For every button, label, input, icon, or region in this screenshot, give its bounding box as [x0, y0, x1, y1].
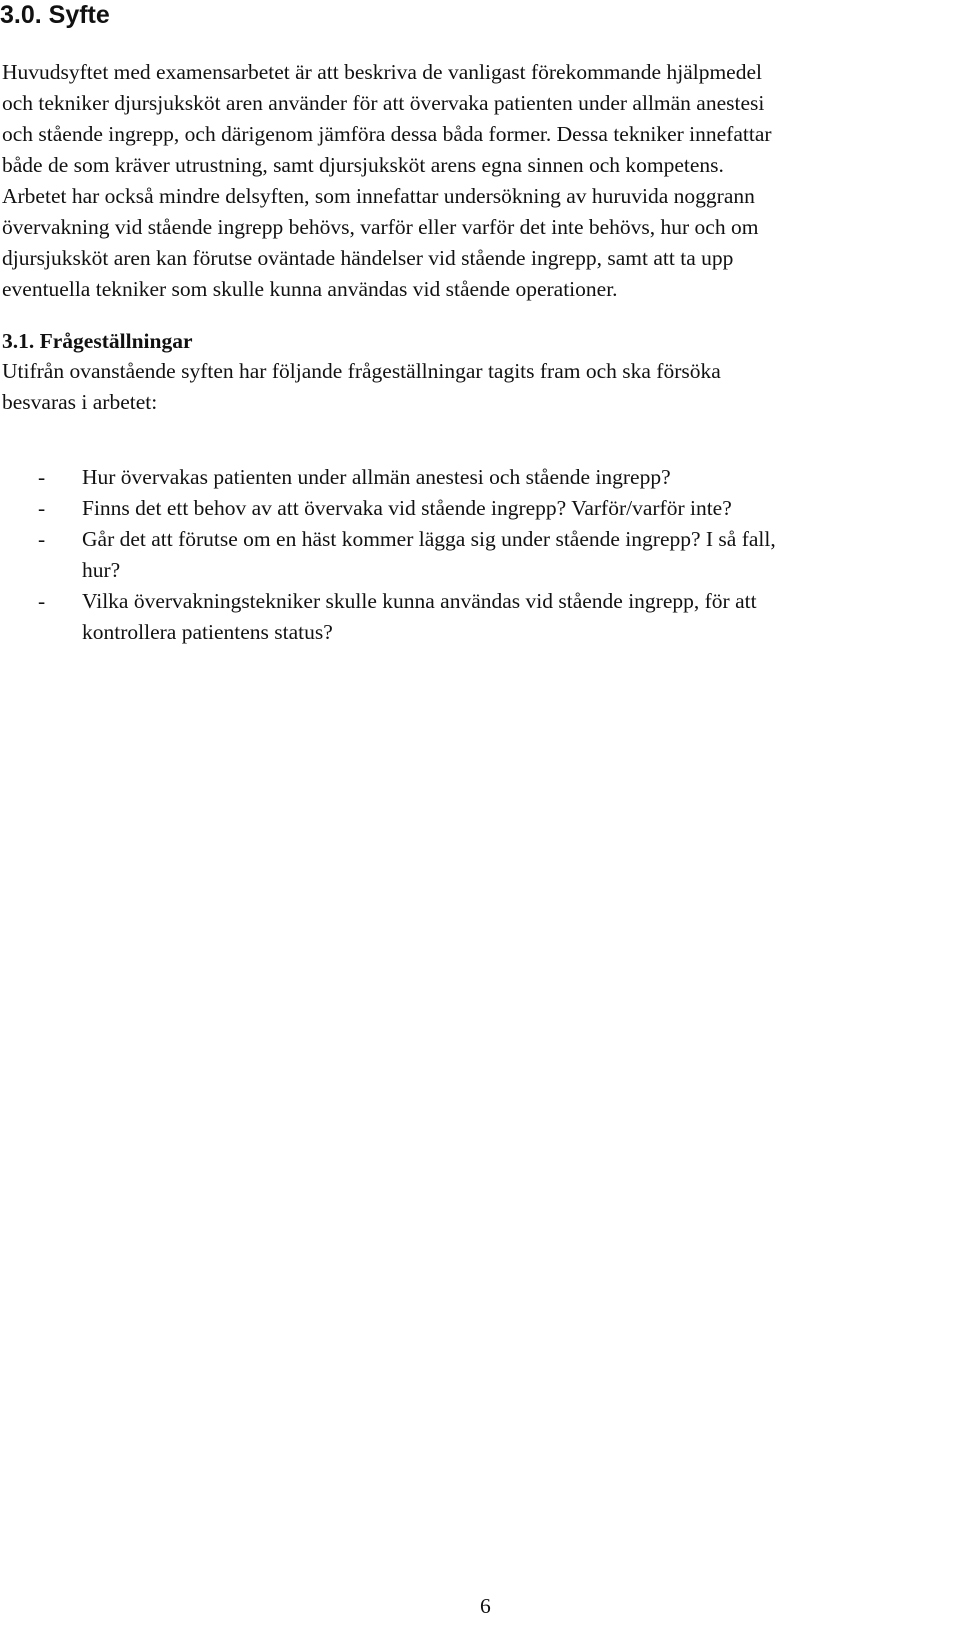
question-list [2, 462, 942, 648]
question-line: kontrollera patientens status? [82, 620, 333, 644]
paragraph-line: djursjuksköt aren kan förutse oväntade händelser vid stående ingrepp, samt att ta upp [2, 246, 734, 270]
paragraph-line: besvaras i arbetet: [2, 390, 158, 414]
paragraph-line: både de som kräver utrustning, samt djursjuksköt arens egna sinnen och kompetens. [2, 153, 724, 177]
intro-paragraph [2, 356, 952, 418]
question-line: Vilka övervakningstekniker skulle kunna användas vid stående ingrepp, för att [82, 589, 757, 613]
list-item [2, 462, 942, 493]
paragraph-line: övervakning vid stående ingrepp behövs, varför eller varför det inte behövs, hur och om [2, 215, 759, 239]
list-item [2, 586, 942, 648]
purpose-paragraph [2, 57, 952, 305]
paragraph-line: Huvudsyftet med examensarbetet är att beskriva de vanligast förekommande hjälpmedel [2, 60, 762, 84]
paragraph-line: Utifrån ovanstående syften har följande frågeställningar tagits fram och ska försöka [2, 359, 721, 383]
paragraph-line: eventuella tekniker som skulle kunna användas vid stående operationer. [2, 277, 618, 301]
list-marker: - [38, 527, 46, 551]
page-number: 6 [480, 1594, 491, 1618]
paragraph-line: och tekniker djursjuksköt aren använder för att övervaka patienten under allmän anestesi [2, 91, 765, 115]
list-marker: - [38, 589, 46, 613]
question-line: Hur övervakas patienten under allmän anestesi och stående ingrepp? [82, 465, 671, 489]
section-heading: 3.0. Syfte [0, 1, 110, 29]
list-item [2, 493, 942, 524]
subsection-heading: 3.1. Frågeställningar [2, 329, 193, 353]
question-line: Går det att förutse om en häst kommer lägga sig under stående ingrepp? I så fall, [82, 527, 776, 551]
list-marker: - [38, 496, 46, 520]
list-item [2, 524, 942, 586]
list-marker: - [38, 465, 46, 489]
question-line: hur? [82, 558, 121, 582]
paragraph-line: och stående ingrepp, och därigenom jämföra dessa båda former. Dessa tekniker innefattar [2, 122, 772, 146]
question-line: Finns det ett behov av att övervaka vid stående ingrepp? Varför/varför inte? [82, 496, 732, 520]
paragraph-line: Arbetet har också mindre delsyften, som innefattar undersökning av huruvida noggrann [2, 184, 755, 208]
